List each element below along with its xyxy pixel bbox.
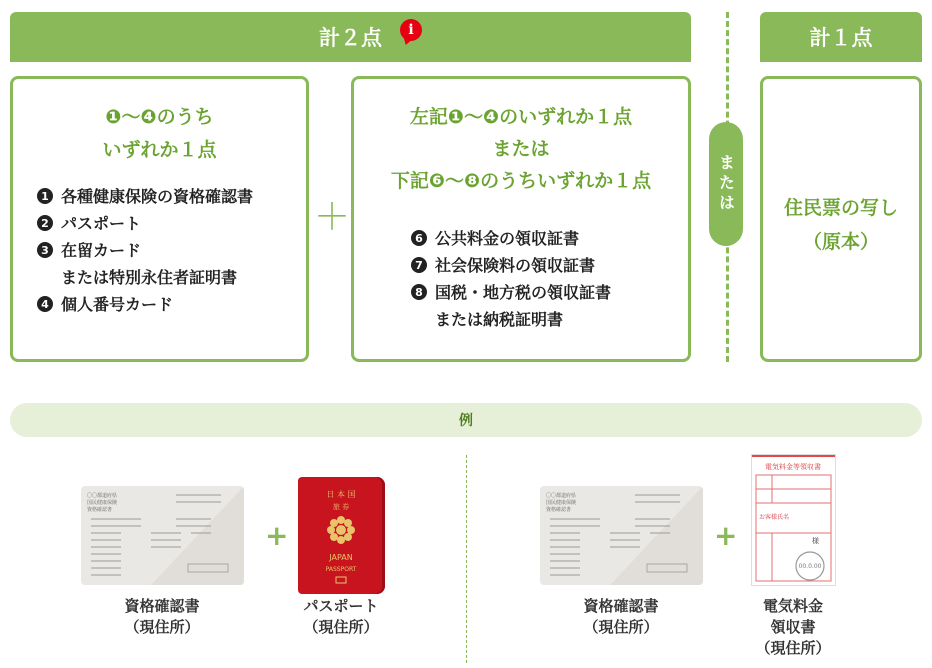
box2-title-line1: 左記❶〜❹のいずれか１点 bbox=[409, 106, 633, 128]
receipt-stamp: 00.0.00 bbox=[798, 563, 822, 570]
electricity-receipt-image bbox=[752, 455, 835, 585]
list-item bbox=[37, 291, 253, 318]
caption-line: （現住所） bbox=[583, 618, 659, 636]
item-text: 公共料金の領収証書 bbox=[435, 229, 580, 248]
number-badge: 2 bbox=[37, 215, 53, 231]
card-line2: 国民健康保険 bbox=[546, 500, 577, 506]
item-text: 個人番号カード bbox=[61, 295, 174, 314]
insurance-card-image bbox=[81, 486, 244, 585]
list-item bbox=[411, 279, 611, 333]
header-right-label: 計１点 bbox=[809, 26, 873, 50]
total-one-point-header bbox=[760, 12, 922, 62]
list-item bbox=[411, 225, 611, 252]
item-text: パスポート bbox=[61, 214, 142, 233]
box3-title bbox=[763, 191, 919, 259]
plus-icon: ＋ bbox=[314, 197, 351, 238]
number-badge: 4 bbox=[37, 296, 53, 312]
list-item bbox=[37, 183, 253, 210]
insurance-card-image bbox=[540, 486, 703, 585]
example-caption bbox=[740, 596, 846, 659]
example-caption bbox=[551, 596, 691, 638]
total-two-points-header bbox=[10, 12, 691, 62]
option-box-3 bbox=[760, 76, 922, 362]
list-item bbox=[411, 252, 611, 279]
receipt-honorific: 様 bbox=[812, 537, 819, 545]
card-line1: 〇〇都道府県 bbox=[87, 493, 118, 499]
passport-subtitle: 旅 券 bbox=[332, 503, 350, 511]
caption-line: 資格確認書 bbox=[124, 597, 200, 615]
receipt-title: 電気料金等領収書 bbox=[765, 463, 821, 471]
option-box-2 bbox=[351, 76, 691, 362]
item-text: または納税証明書 bbox=[435, 310, 564, 329]
example-divider bbox=[466, 455, 467, 663]
example-caption bbox=[280, 596, 402, 638]
list-item bbox=[37, 210, 253, 237]
plus-icon: + bbox=[265, 519, 289, 552]
caption-line: （現住所） bbox=[124, 618, 200, 636]
box3-title-line2: （原本） bbox=[802, 231, 879, 253]
card-line3: 資格確認書 bbox=[546, 507, 572, 513]
number-badge: 3 bbox=[37, 242, 53, 258]
receipt-name-label: お客様氏名 bbox=[759, 514, 790, 521]
option-box-1 bbox=[10, 76, 309, 362]
number-badge: 6 bbox=[411, 230, 427, 246]
caption-line: パスポート bbox=[303, 597, 379, 615]
box1-title-line2: いずれか１点 bbox=[102, 139, 217, 161]
card-line1: 〇〇都道府県 bbox=[546, 493, 577, 499]
box2-document-list bbox=[411, 225, 611, 333]
example-caption bbox=[92, 596, 232, 638]
passport-japan: JAPAN bbox=[329, 553, 353, 562]
card-line2: 国民健康保険 bbox=[87, 500, 118, 506]
passport-image bbox=[298, 477, 385, 594]
item-text: 在留カード bbox=[61, 241, 142, 260]
or-badge: または bbox=[709, 122, 743, 246]
box2-title-line2: または bbox=[492, 138, 550, 160]
caption-line: 電気料金 bbox=[762, 597, 823, 615]
list-item bbox=[37, 237, 253, 291]
caption-line: （現住所） bbox=[303, 618, 379, 636]
card-line3: 資格確認書 bbox=[87, 507, 113, 513]
plus-icon: + bbox=[714, 519, 738, 552]
box2-title bbox=[354, 101, 688, 197]
box1-title-line1: ❶〜❹のうち bbox=[105, 106, 214, 128]
header-left-label: 計２点 bbox=[319, 26, 382, 50]
info-icon[interactable]: i bbox=[400, 19, 422, 41]
item-text: 社会保険料の領収証書 bbox=[435, 256, 596, 275]
passport-country: 日 本 国 bbox=[326, 490, 356, 499]
item-text: または特別永住者証明書 bbox=[61, 268, 238, 287]
number-badge: 7 bbox=[411, 257, 427, 273]
box2-title-line3: 下記❻〜❽のうちいずれか１点 bbox=[390, 170, 652, 192]
item-text: 各種健康保険の資格確認書 bbox=[61, 187, 254, 206]
example-label: 例 bbox=[459, 413, 473, 429]
example-bar bbox=[10, 403, 922, 437]
box3-title-line1: 住民票の写し bbox=[783, 197, 898, 219]
number-badge: 1 bbox=[37, 188, 53, 204]
caption-line: （現住所） bbox=[755, 639, 831, 657]
caption-line: 資格確認書 bbox=[583, 597, 659, 615]
box1-document-list bbox=[37, 183, 253, 318]
caption-line: 領収書 bbox=[770, 618, 816, 636]
number-badge: 8 bbox=[411, 284, 427, 300]
passport-label: PASSPORT bbox=[325, 566, 357, 573]
box1-title bbox=[13, 101, 306, 167]
item-text: 国税・地方税の領収証書 bbox=[435, 283, 612, 302]
